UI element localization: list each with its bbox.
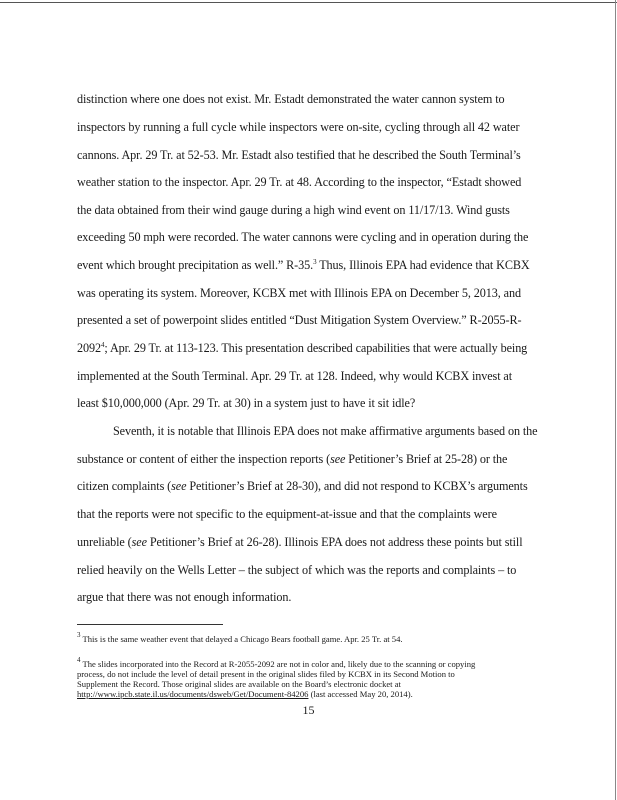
- body-line: least $10,000,000 (Apr. 29 Tr. at 30) in a system just to have it sit idle?: [77, 396, 416, 410]
- body-text: 2092: [77, 341, 101, 355]
- body-text: citizen complaints (: [77, 479, 172, 493]
- body-line: cannons. Apr. 29 Tr. at 52-53. Mr. Estadt also testified that he described the South Terminal’s: [77, 148, 521, 162]
- footnote-4: [77, 656, 476, 669]
- footnote-3: [77, 631, 403, 644]
- footnote-ref: 4: [100, 341, 105, 349]
- body-line: that the reports were not specific to the equipment-at-issue and that the complaints were: [77, 507, 497, 521]
- footnote-text: The slides incorporated into the Record at R-2055-2092 are not in color and, likely due to the scanning or copying: [82, 659, 476, 669]
- body-line: was operating its system. Moreover, KCBX met with Illinois EPA on December 5, 2013, and: [77, 286, 521, 300]
- page-edge: [615, 0, 616, 800]
- body-text: Thus, Illinois EPA had evidence that KCBX: [316, 258, 530, 272]
- italic-see: see: [171, 479, 187, 493]
- footnote-separator: [77, 624, 223, 625]
- body-line: inspectors by running a full cycle while inspectors were on-site, cycling through all 42 water: [77, 120, 520, 134]
- body-line: [77, 479, 528, 493]
- footnote-text: (last accessed May 20, 2014).: [308, 689, 413, 699]
- footnote-line: Supplement the Record. Those original slides are available on the Board’s electronic docket at: [77, 679, 401, 689]
- body-line: [77, 341, 527, 355]
- body-line: [77, 452, 507, 466]
- body-text: ; Apr. 29 Tr. at 113-123. This presentation described capabilities that were actually being: [104, 341, 528, 355]
- body-text: substance or content of either the inspection reports (: [77, 452, 331, 466]
- footnote-text: This is the same weather event that delayed a Chicago Bears football game. Apr. 25 Tr. at 54.: [82, 634, 403, 644]
- body-line: exceeding 50 mph were recorded. The water cannons were cycling and in operation during the: [77, 230, 529, 244]
- body-text: Petitioner’s Brief at 26-28). Illinois EPA does not address these points but still: [146, 535, 523, 549]
- body-line: the data obtained from their wind gauge during a high wind event on 11/17/13. Wind gusts: [77, 203, 510, 217]
- top-rule: [0, 2, 617, 3]
- italic-see: see: [131, 535, 147, 549]
- body-line: implemented at the South Terminal. Apr. 29 Tr. at 128. Indeed, why would KCBX invest at: [77, 369, 513, 383]
- body-line: distinction where one does not exist. Mr. Estadt demonstrated the water cannon system to: [77, 92, 505, 106]
- footnote-mark: 3: [77, 631, 81, 639]
- footnote-mark: 4: [77, 656, 81, 664]
- footnote-line: process, do not include the level of detail present in the original slides filed by KCBX in its Second Motion to: [77, 669, 455, 679]
- page-number: 15: [302, 703, 315, 717]
- body-line: argue that there was not enough information.: [77, 590, 292, 604]
- body-line: relied heavily on the Wells Letter – the subject of which was the reports and complaints – to: [77, 563, 517, 577]
- body-text: event which brought precipitation as well.” R-35.: [77, 258, 314, 272]
- paragraph-start: Seventh, it is notable that Illinois EPA does not make affirmative arguments based on the: [113, 424, 538, 438]
- body-line: weather station to the inspector. Apr. 29 Tr. at 48. According to the inspector, “Estadt showed: [77, 175, 522, 189]
- body-text: Petitioner’s Brief at 25-28) or the: [345, 452, 508, 466]
- docket-link[interactable]: http://www.ipcb.state.il.us/documents/dsweb/Get/Document-84206: [77, 689, 309, 699]
- body-line: [77, 535, 523, 549]
- body-text: Petitioner’s Brief at 28-30), and did not respond to KCBX’s arguments: [186, 479, 528, 493]
- footnote-ref: 3: [313, 258, 317, 266]
- body-line: presented a set of powerpoint slides entitled “Dust Mitigation System Overview.” R-2055-R-: [77, 313, 522, 327]
- footnote-line: [77, 689, 413, 699]
- italic-see: see: [330, 452, 346, 466]
- body-text: unreliable (: [77, 535, 132, 549]
- body-line: [77, 258, 530, 272]
